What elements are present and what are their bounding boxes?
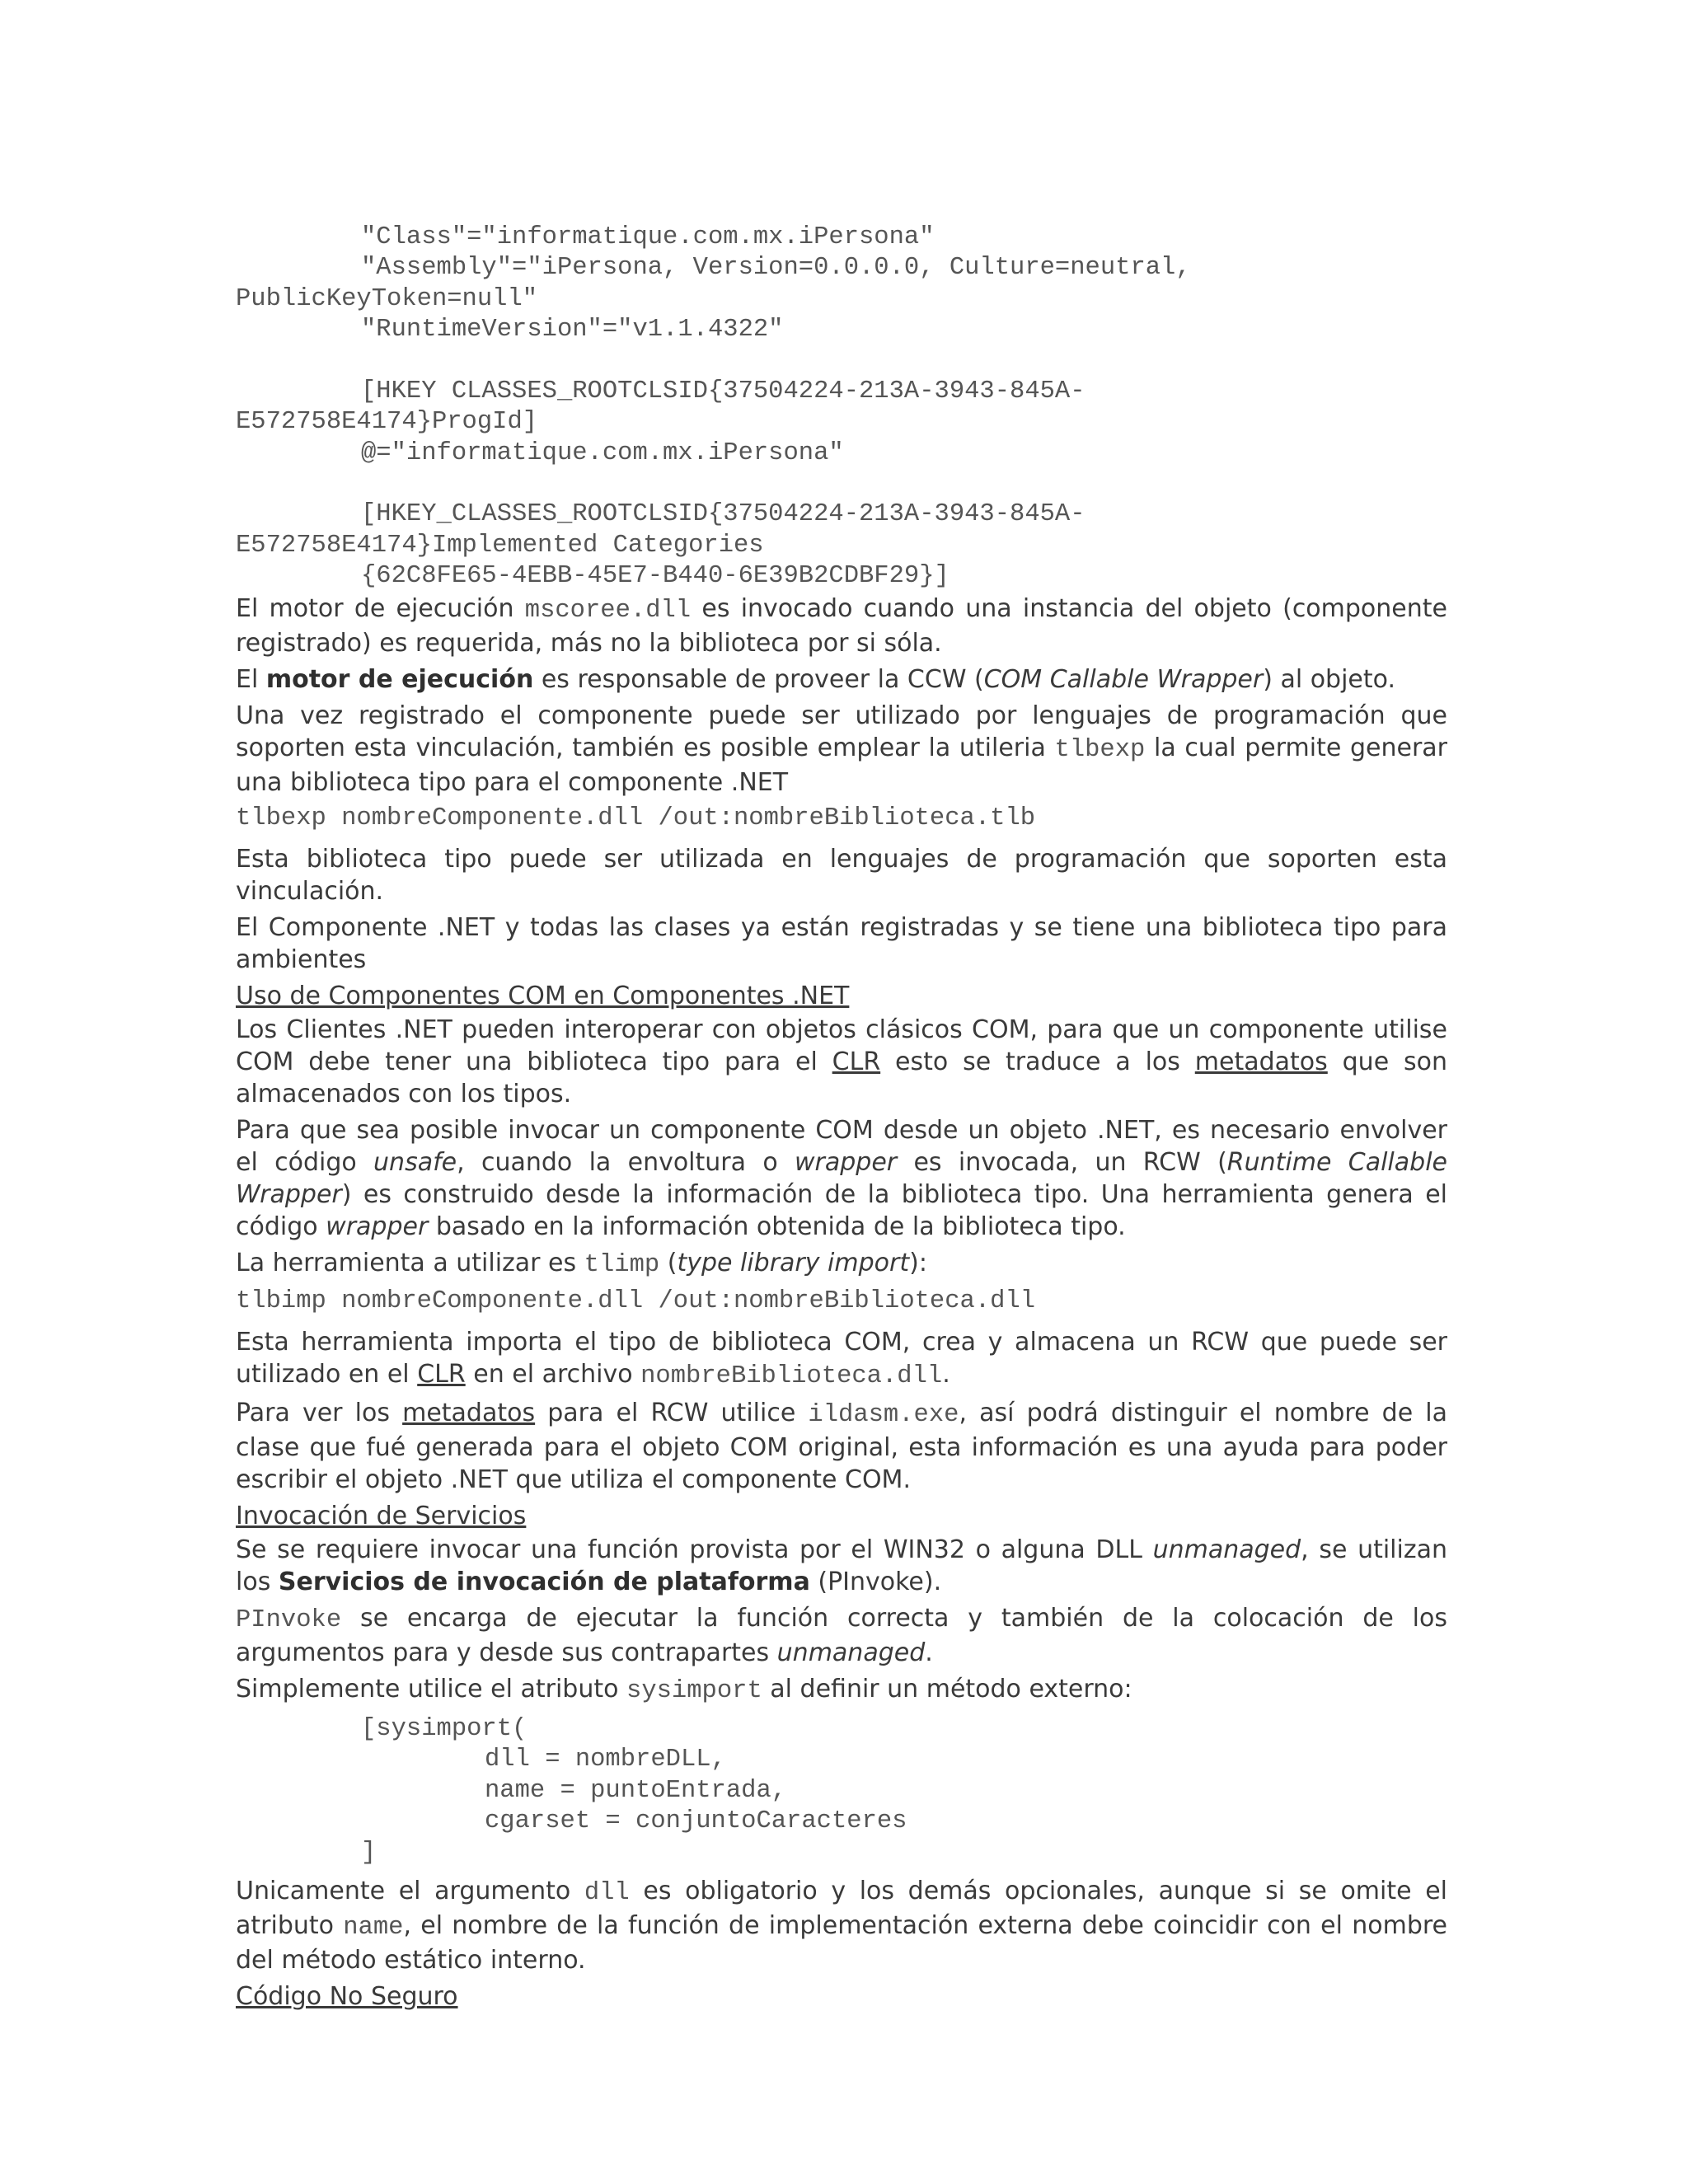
inline-code: dll	[584, 1879, 630, 1907]
registry-code-block	[236, 191, 1447, 593]
code-line: ]	[361, 1838, 377, 1867]
spacer	[236, 346, 1447, 377]
section-heading-com: Uso de Componentes COM en Componentes .NET	[236, 981, 850, 1010]
spacer	[236, 469, 1447, 499]
registry-progid-key-cont: E572758E4174}ProgId]	[236, 408, 538, 436]
inline-code: tlimp	[584, 1250, 660, 1279]
clr-link[interactable]: CLR	[417, 1359, 466, 1389]
inline-code: name	[343, 1914, 404, 1942]
paragraph-pinvoke-intro: Se se requiere invocar una función provista por el WIN32 o alguna DLL unmanaged, se utilizan los Servicios de invocación de plataforma (PInvoke).	[236, 1535, 1447, 1596]
italic-term: COM Callable Wrapper	[983, 664, 1264, 694]
registry-line-runtime: "RuntimeVersion"="v1.1.4322"	[361, 316, 784, 344]
bold-term: Servicios de invocación de plataforma	[278, 1567, 810, 1596]
paragraph-mscoree: El motor de ejecución mscoree.dll es invocado cuando una instancia del objeto (componente registrado) es requerida, más no la biblioteca por si sóla.	[236, 593, 1447, 658]
registry-progid-key: [HKEY CLASSES_ROOTCLSID{37504224-213A-3943-845A-	[361, 377, 1085, 405]
bold-term: motor de ejecución	[265, 664, 534, 694]
registry-impl-guid: {62C8FE65-4EBB-45E7-B440-6E39B2CDBF29}]	[361, 562, 950, 590]
registry-line-class: "Class"="informatique.com.mx.iPersona"	[361, 223, 935, 251]
registry-impl-key: [HKEY_CLASSES_ROOTCLSID{37504224-213A-3943-845A-	[361, 500, 1085, 528]
inline-code: ildasm.exe	[808, 1400, 959, 1429]
clr-link[interactable]: CLR	[832, 1047, 881, 1076]
section-heading-unsafe: Código No Seguro	[236, 1982, 458, 2011]
paragraph-pinvoke-role: PInvoke se encarga de ejecutar la función correcta y también de la colocación de los argumentos para y desde sus contrapartes unmanaged.	[236, 1603, 1447, 1667]
paragraph-sysimport: Simplemente utilice el atributo sysimport al definir un método externo:	[236, 1674, 1132, 1705]
command-tlbimp: tlbimp nombreComponente.dll /out:nombreBiblioteca.dll	[236, 1286, 1036, 1315]
paragraph-interop: Los Clientes .NET pueden interoperar con objetos clásicos COM, para que un componente utilise COM debe tener una biblioteca tipo para el CLR esto se traduce a los metadatos que son almacenados con los tipos.	[236, 1015, 1447, 1108]
registry-line-assembly: "Assembly"="iPersona, Version=0.0.0.0, Culture=neutral,	[361, 254, 1191, 282]
metadatos-link[interactable]: metadatos	[1194, 1047, 1328, 1076]
registry-impl-key-cont: E572758E4174}Implemented Categories	[236, 531, 764, 560]
command-tlbexp: tlbexp nombreComponente.dll /out:nombreBiblioteca.tlb	[236, 804, 1036, 832]
paragraph-tool: La herramienta a utilizar es tlimp (type library import):	[236, 1248, 927, 1279]
registry-progid-value: @="informatique.com.mx.iPersona"	[361, 438, 844, 467]
inline-code: PInvoke	[236, 1605, 342, 1634]
code-line: [sysimport(	[361, 1714, 528, 1743]
paragraph-ildasm: Para ver los metadatos para el RCW utilice ildasm.exe, así podrá distinguir el nombre de la clase que fué generada para el objeto COM original, esta información es una ayuda para poder escribir el objeto .NET que utiliza el componente COM.	[236, 1398, 1448, 1494]
section-heading-invocation: Invocación de Servicios	[236, 1501, 527, 1530]
inline-code: sysimport	[626, 1676, 762, 1705]
paragraph-tlbexp: Una vez registrado el componente puede ser utilizado por lenguajes de programación que soporten esta vinculación, también es posible emplear la utileria tlbexp la cual permite generar una biblioteca tipo para el componente .NET	[236, 701, 1447, 797]
paragraph-import: Esta herramienta importa el tipo de biblioteca COM, crea y almacena un RCW que puede ser utilizado en el CLR en el archivo nombreBiblioteca.dll.	[236, 1327, 1447, 1390]
paragraph-type-library: Esta biblioteca tipo puede ser utilizada en lenguajes de programación que soporten esta vinculación.	[236, 844, 1447, 906]
code-line: cgarset = conjuntoCaracteres	[485, 1807, 907, 1835]
inline-code: mscoree.dll	[524, 596, 692, 625]
page-content	[236, 191, 1447, 2014]
paragraph-dll-argument: Unicamente el argumento dll es obligatorio y los demás opcionales, aunque si se omite el atributo name, el nombre de la función de implementación externa debe coincidir con el nombre del método estático interno.	[236, 1877, 1447, 1975]
inline-code: nombreBiblioteca.dll	[640, 1361, 943, 1390]
code-line: dll = nombreDLL,	[485, 1746, 726, 1774]
sysimport-code-block	[236, 1714, 1447, 1869]
paragraph-ccw: El motor de ejecución es responsable de proveer la CCW (COM Callable Wrapper) al objeto.	[236, 664, 1396, 694]
paragraph-rcw: Para que sea posible invocar un componente COM desde un objeto .NET, es necesario envolver el código unsafe, cuando la envoltura o wrapper es invocada, un RCW (Runtime Callable Wrapper) es construido desde la información de la biblioteca tipo. Una herramienta genera el código wrapper basado en la información obtenida de la biblioteca tipo.	[236, 1115, 1447, 1241]
code-line: name = puntoEntrada,	[485, 1776, 787, 1805]
metadatos-link[interactable]: metadatos	[402, 1398, 536, 1427]
inline-code: tlbexp	[1054, 735, 1146, 764]
registry-line-assembly-cont: PublicKeyToken=null"	[236, 284, 538, 313]
paragraph-registered: El Componente .NET y todas las clases ya están registradas y se tiene una biblioteca tipo para ambientes	[236, 912, 1447, 974]
